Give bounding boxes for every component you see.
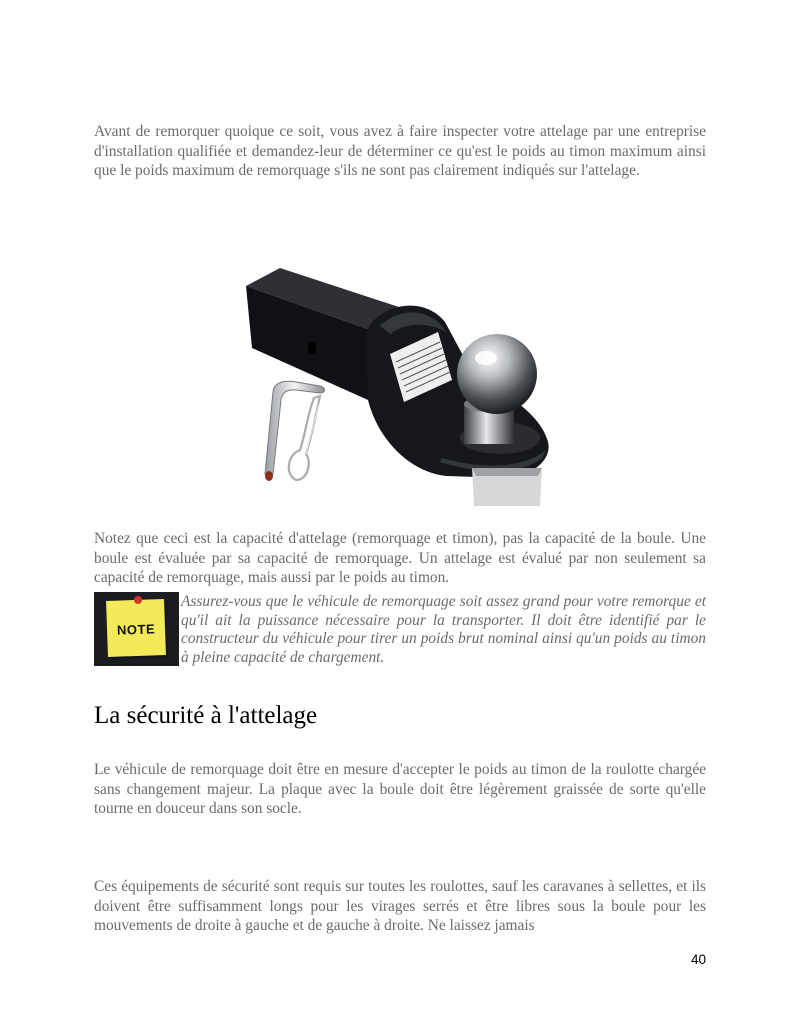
pushpin-icon xyxy=(134,596,142,604)
note-label: NOTE xyxy=(116,621,156,638)
equipment-paragraph: Ces équipements de sécurité sont requis sur toutes les roulottes, sauf les caravanes à sellettes, et ils doivent être suffisamment longs pour les virages serrés et être libres sous la boule pour les mouvements de droite à gauche et de gauche à droite. Ne laissez jamais xyxy=(94,878,706,934)
page-number: 40 xyxy=(690,952,706,967)
note-text: Assurez-vous que le véhicule de remorquage soit assez grand pour votre remorque et qu'il ait la puissance nécessaire pour la transporter. Il doit être identifié par le constructeur du véhicule pour tirer un poids brut nominal ainsi qu'un poids au timon à pleine capacité de chargement. xyxy=(181,593,706,666)
section-heading: La sécurité à l'attelage xyxy=(94,702,318,729)
hitch-ball-mount-icon xyxy=(240,262,560,512)
note-icon xyxy=(94,592,179,666)
safety-paragraph: Le véhicule de remorquage doit être en mesure d'accepter le poids au timon de la roulotte chargée sans changement majeur. La plaque avec la boule doit être légèrement graissée de sorte qu'elle tourne en douceur dans son socle. xyxy=(94,761,706,817)
intro-paragraph: Avant de remorquer quoique ce soit, vous avez à faire inspecter votre attelage par une entreprise d'installation qualifiée et demandez-leur de déterminer ce qu'est le poids au timon maximum ainsi que le poids maximum de remorquage s'ils ne sont pas clairement indiqués sur l'attelage. xyxy=(94,123,706,179)
capacity-paragraph: Notez que ceci est la capacité d'attelage (remorquage et timon), pas la capacité de la boule. Une boule est évaluée par sa capacité de remorquage. Un attelage est évalué par non seulement sa capacité de remorquage, mais aussi par le poids au timon. xyxy=(94,530,706,586)
note-paper xyxy=(106,599,166,657)
